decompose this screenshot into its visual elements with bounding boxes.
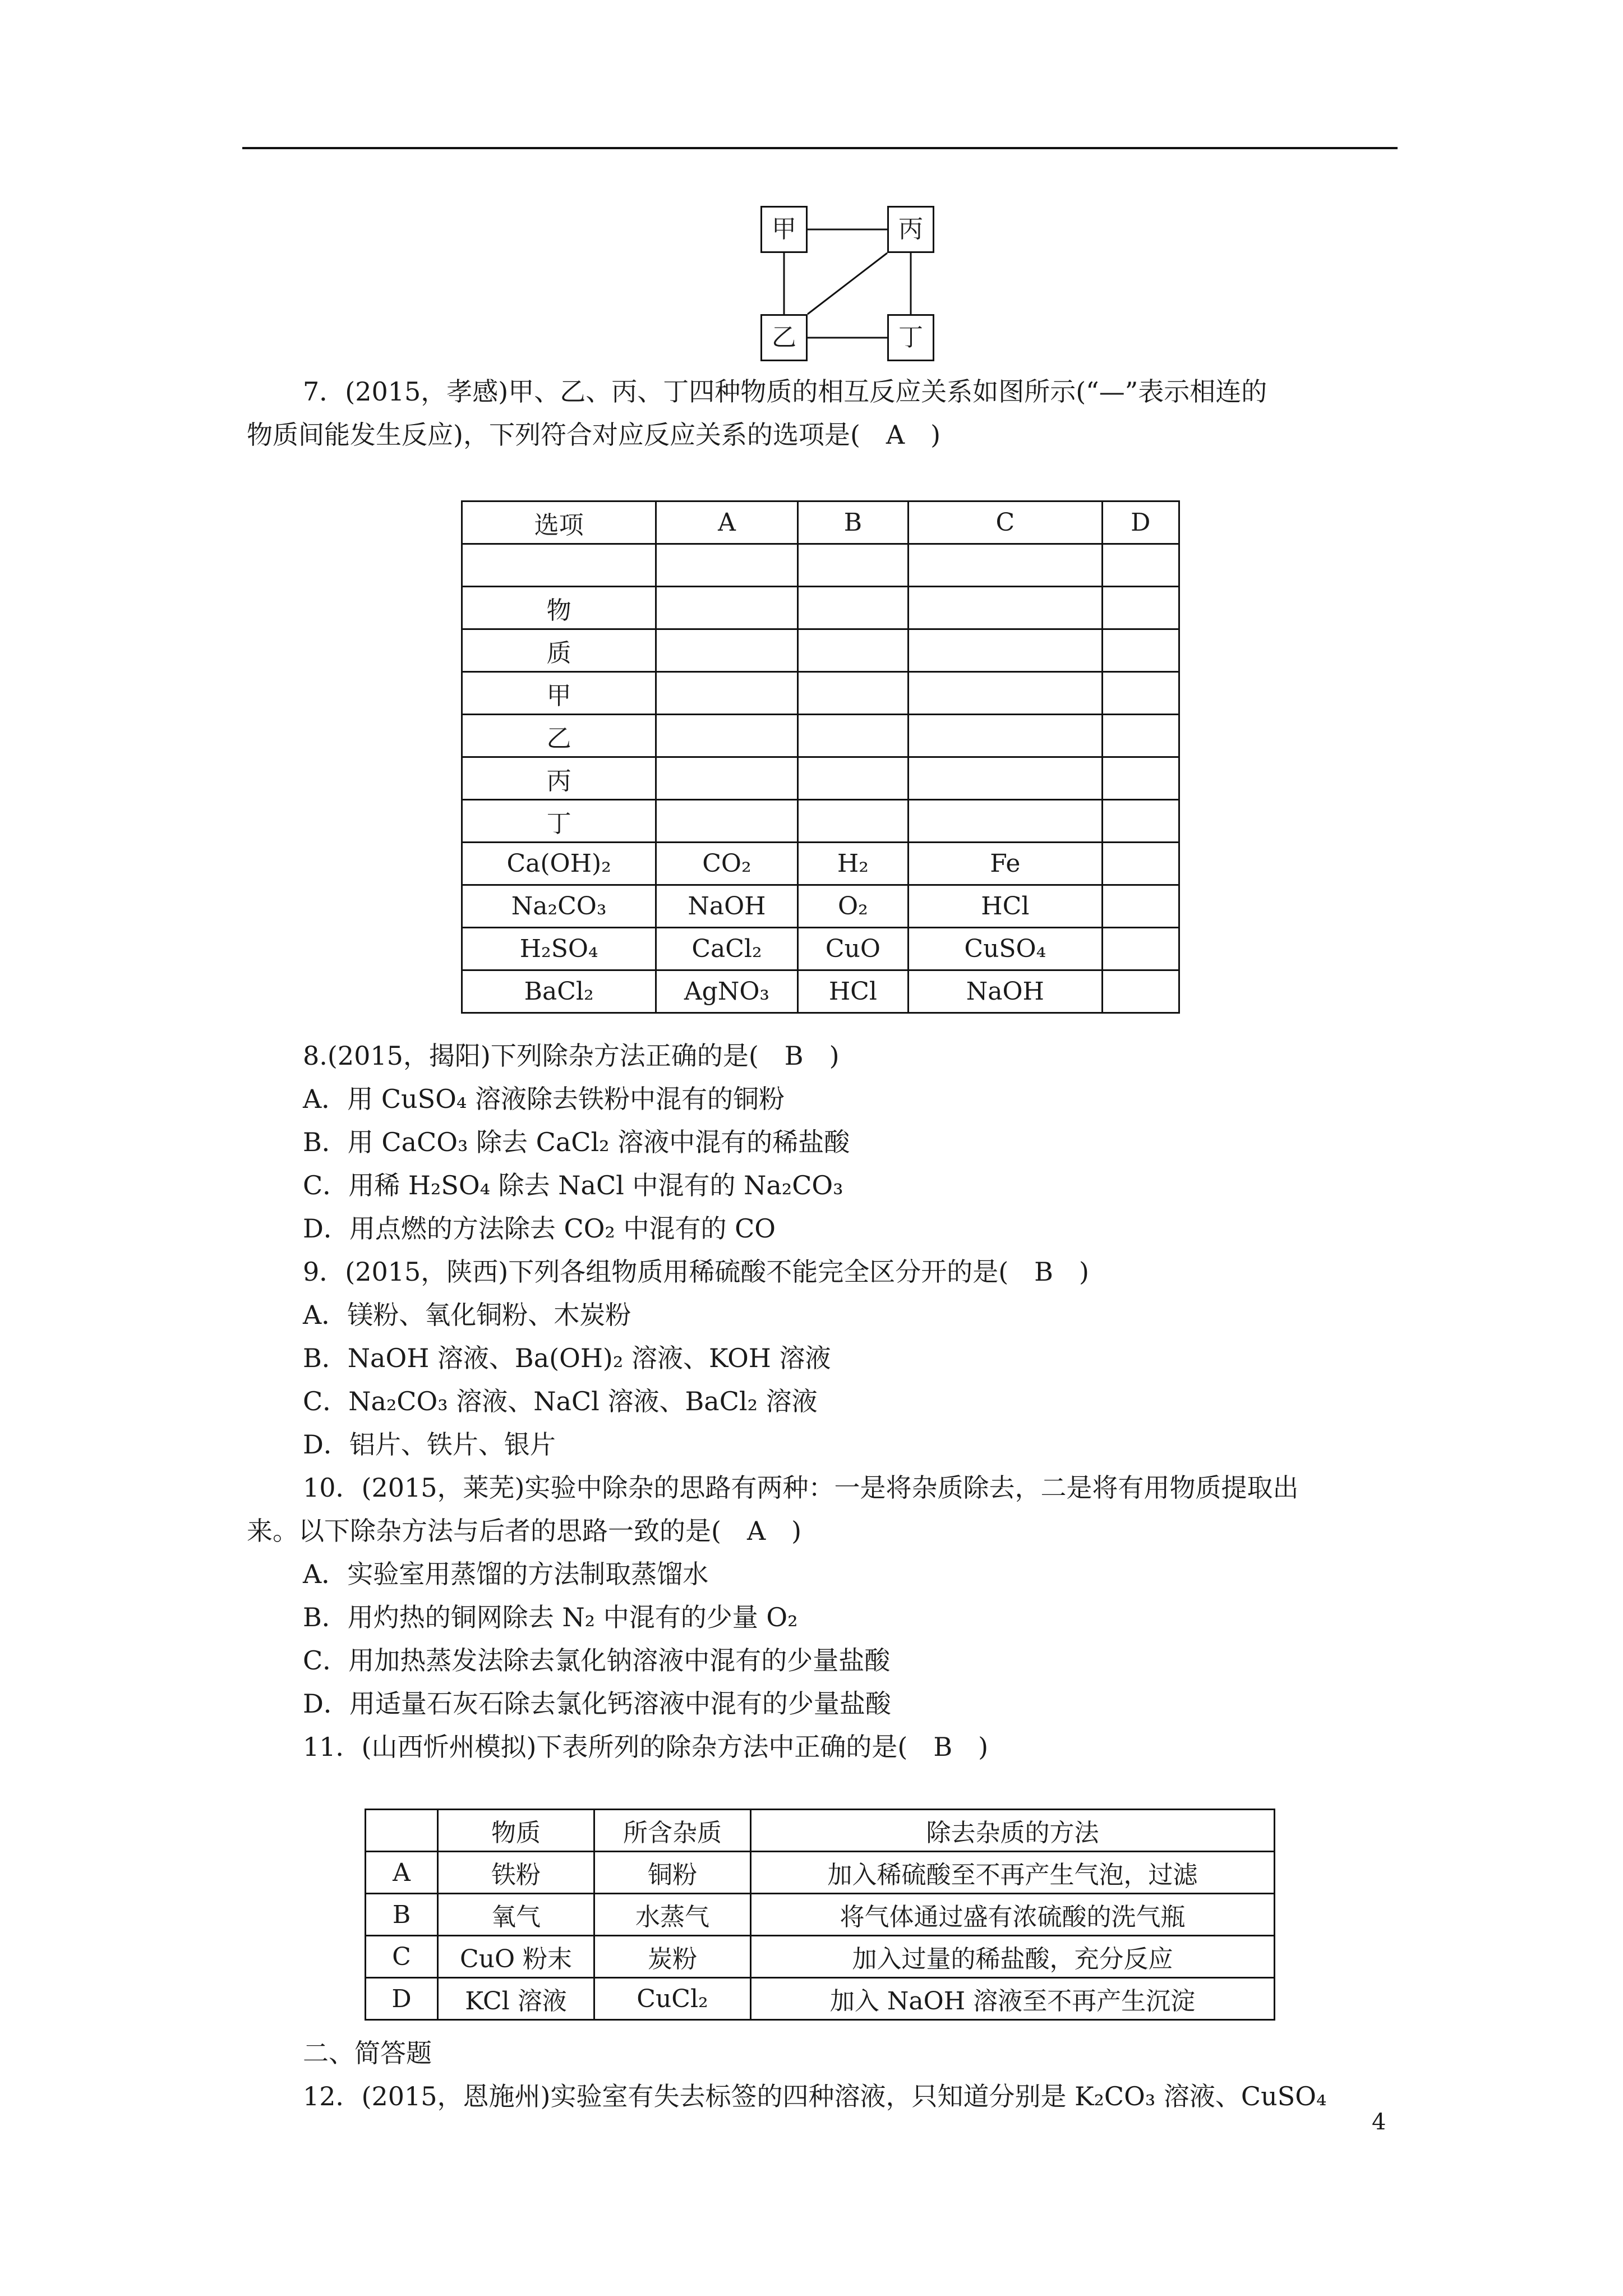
- table-cell: CaCl₂: [656, 928, 797, 970]
- table-cell: B: [797, 501, 908, 544]
- table-row: [462, 672, 1179, 715]
- q8-option-c: C．用稀 H₂SO₄ 除去 NaCl 中混有的 Na₂CO₃: [303, 1170, 843, 1200]
- table-cell: C: [366, 1936, 438, 1978]
- table-cell: B: [366, 1894, 438, 1936]
- table-cell: 选项: [462, 501, 656, 544]
- table-cell: 加入 NaOH 溶液至不再产生沉淀: [751, 1978, 1275, 2020]
- table-cell: [366, 1810, 438, 1852]
- table-cell: C: [909, 501, 1102, 544]
- table-row: [366, 1978, 1275, 2020]
- reaction-diagram-lines: [0, 0, 1623, 393]
- q10-option-a: A．实验室用蒸馏的方法制取蒸馏水: [303, 1559, 709, 1589]
- table-header-row: [462, 501, 1179, 544]
- table-row: [462, 587, 1179, 629]
- table-cell: 铜粉: [594, 1852, 751, 1894]
- table-cell: 丙: [462, 757, 656, 800]
- table-cell: 炭粉: [594, 1936, 751, 1978]
- q9-option-b: B．NaOH 溶液、Ba(OH)₂ 溶液、KOH 溶液: [303, 1343, 831, 1373]
- table-cell: 加入过量的稀盐酸，充分反应: [751, 1936, 1275, 1978]
- table-cell: D: [366, 1978, 438, 2020]
- table-row: [366, 1852, 1275, 1894]
- table-row: [462, 757, 1179, 800]
- table-cell: D: [1102, 501, 1179, 544]
- table-cell: 质: [462, 629, 656, 672]
- table-cell: CuO: [797, 928, 908, 970]
- page-number: 4: [1372, 2109, 1386, 2135]
- table-cell: BaCl₂: [462, 970, 656, 1013]
- table-cell: O₂: [797, 885, 908, 928]
- table-cell: CuSO₄: [909, 928, 1102, 970]
- q12-line1: 12．(2015，恩施州)实验室有失去标签的四种溶液，只知道分别是 K₂CO₃ 溶液、CuSO₄: [303, 2081, 1327, 2111]
- table-cell: KCl 溶液: [438, 1978, 594, 2020]
- table-cell: NaOH: [909, 970, 1102, 1013]
- table-cell: HCl: [797, 970, 908, 1013]
- q9-option-c: C．Na₂CO₃ 溶液、NaCl 溶液、BaCl₂ 溶液: [303, 1386, 818, 1416]
- table-cell: 将气体通过盛有浓硫酸的洗气瓶: [751, 1894, 1275, 1936]
- table-cell: 物: [462, 587, 656, 629]
- table-cell: A: [366, 1852, 438, 1894]
- diagram-node-jia: 甲: [760, 206, 808, 253]
- table-cell: 加入稀硫酸至不再产生气泡，过滤: [751, 1852, 1275, 1894]
- table-row: [462, 629, 1179, 672]
- q10-line2: 来。以下除杂方法与后者的思路一致的是( A ): [247, 1516, 802, 1546]
- q9-option-a: A．镁粉、氧化铜粉、木炭粉: [303, 1300, 631, 1330]
- table-cell: AgNO₃: [656, 970, 797, 1013]
- q10-option-d: D．用适量石灰石除去氯化钙溶液中混有的少量盐酸: [303, 1688, 891, 1719]
- q7-line1: 7．(2015，孝感)甲、乙、丙、丁四种物质的相互反应关系如图所示(“—”表示相连的: [303, 376, 1267, 407]
- table-row: [462, 843, 1179, 885]
- q10-line1: 10．(2015，莱芜)实验中除杂的思路有两种：一是将杂质除去，二是将有用物质提取出: [303, 1473, 1299, 1503]
- table-cell: [1102, 885, 1179, 928]
- table-cell: 水蒸气: [594, 1894, 751, 1936]
- table-row: [462, 544, 1179, 587]
- table-cell: CuO 粉末: [438, 1936, 594, 1978]
- q8-option-b: B．用 CaCO₃ 除去 CaCl₂ 溶液中混有的稀盐酸: [303, 1127, 850, 1157]
- table-cell: H₂: [797, 843, 908, 885]
- table-cell: [1102, 970, 1179, 1013]
- table-row: [462, 928, 1179, 970]
- diagram-node-yi: 乙: [760, 314, 808, 361]
- q10-option-b: B．用灼热的铜网除去 N₂ 中混有的少量 O₂: [303, 1602, 798, 1632]
- table-header-row: [366, 1810, 1275, 1852]
- q9-option-d: D．铝片、铁片、银片: [303, 1429, 556, 1460]
- diagram-node-ding: 丁: [887, 314, 934, 361]
- table-cell: CO₂: [656, 843, 797, 885]
- table-cell: HCl: [909, 885, 1102, 928]
- table-row: [366, 1936, 1275, 1978]
- q7-options-table: [461, 500, 1180, 1014]
- table-cell: 除去杂质的方法: [751, 1810, 1275, 1852]
- table-cell: [1102, 928, 1179, 970]
- table-cell: NaOH: [656, 885, 797, 928]
- table-cell: Na₂CO₃: [462, 885, 656, 928]
- table-cell: Ca(OH)₂: [462, 843, 656, 885]
- q11-stem: 11．(山西忻州模拟)下表所列的除杂方法中正确的是( B ): [303, 1732, 989, 1762]
- table-row: [366, 1894, 1275, 1936]
- table-cell: CuCl₂: [594, 1978, 751, 2020]
- table-cell: 氧气: [438, 1894, 594, 1936]
- table-cell: A: [656, 501, 797, 544]
- table-row: [462, 715, 1179, 757]
- table-row: [462, 800, 1179, 843]
- table-row: [462, 885, 1179, 928]
- table-cell: H₂SO₄: [462, 928, 656, 970]
- table-cell: 丁: [462, 800, 656, 843]
- table-cell: [462, 544, 656, 587]
- q11-purification-table: [365, 1809, 1275, 2021]
- table-cell: Fe: [909, 843, 1102, 885]
- q8-stem: 8.(2015，揭阳)下列除杂方法正确的是( B ): [303, 1041, 840, 1071]
- q10-option-c: C．用加热蒸发法除去氯化钠溶液中混有的少量盐酸: [303, 1645, 891, 1676]
- q9-stem: 9．(2015，陕西)下列各组物质用稀硫酸不能完全区分开的是( B ): [303, 1257, 1089, 1287]
- table-cell: [1102, 843, 1179, 885]
- table-cell: 甲: [462, 672, 656, 715]
- section-heading: 二、简答题: [303, 2038, 432, 2068]
- table-cell: 铁粉: [438, 1852, 594, 1894]
- q8-option-d: D．用点燃的方法除去 CO₂ 中混有的 CO: [303, 1213, 776, 1244]
- table-cell: 所含杂质: [594, 1810, 751, 1852]
- q7-line2: 物质间能发生反应)，下列符合对应反应关系的选项是( A ): [247, 420, 941, 450]
- table-cell: 物质: [438, 1810, 594, 1852]
- diagram-node-bing: 丙: [887, 206, 934, 253]
- q8-option-a: A．用 CuSO₄ 溶液除去铁粉中混有的铜粉: [303, 1084, 785, 1114]
- table-cell: 乙: [462, 715, 656, 757]
- table-row: [462, 970, 1179, 1013]
